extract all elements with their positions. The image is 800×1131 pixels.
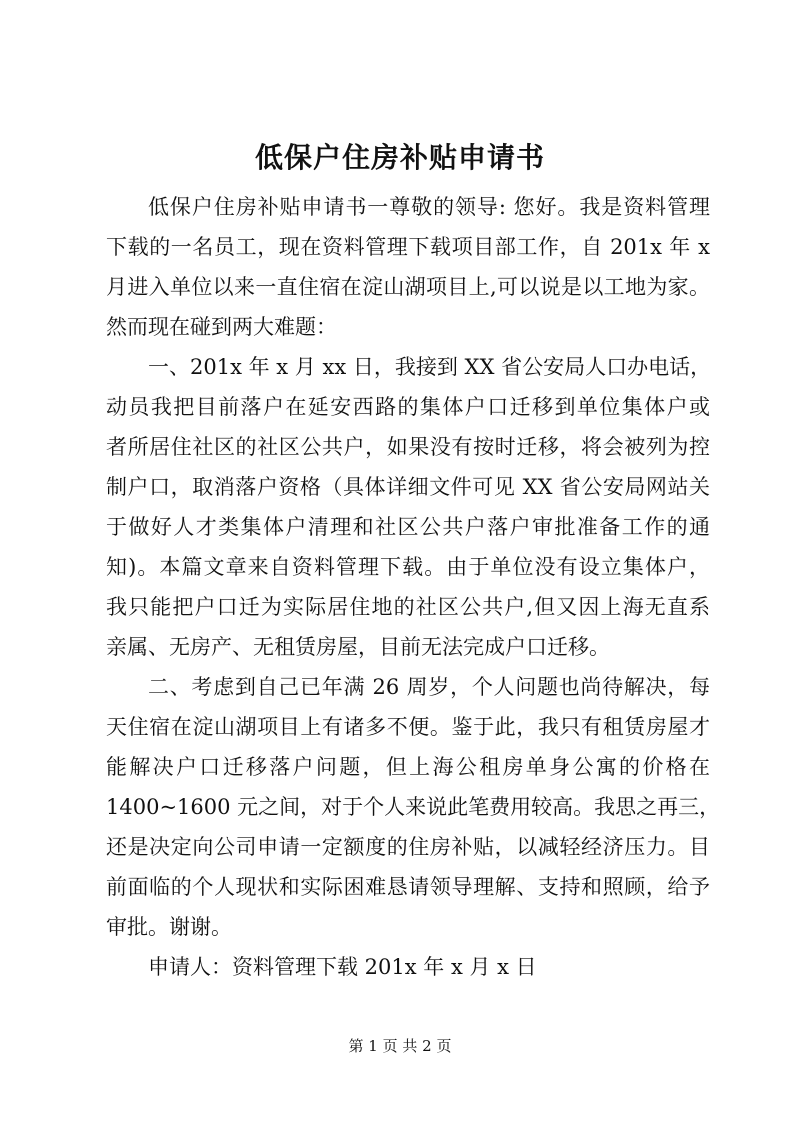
- paragraph-line: 月进入单位以来一直住宿在淀山湖项目上,可以说是以工地为家。: [106, 275, 710, 299]
- paragraph-line: 亲属、无房产、无租赁房屋，目前无法完成户口迁移。: [106, 635, 610, 659]
- paragraph-line: 一、201x 年 x 月 xx 日，我接到 XX 省公安局人口办电话，: [148, 355, 712, 379]
- signature-line: 申请人：资料管理下载 201x 年 x 月 x 日: [148, 955, 537, 979]
- paragraph-line: 审批。谢谢。: [106, 915, 232, 939]
- paragraph-line: 能解决户口迁移落户问题，但上海公租房单身公寓的价格在: [106, 755, 710, 779]
- paragraph-line: 二、考虑到自己已年满 26 周岁，个人问题也尚待解决，每: [148, 675, 710, 699]
- paragraph-line: 然而现在碰到两大难题：: [106, 315, 337, 339]
- paragraph-line: 还是决定向公司申请一定额度的住房补贴，以减轻经济压力。目: [106, 835, 710, 859]
- paragraph-line: 前面临的个人现状和实际困难恳请领导理解、支持和照顾，给予: [106, 875, 710, 899]
- paragraph-line: 者所居住社区的社区公共户，如果没有按时迁移，将会被列为控: [106, 435, 710, 459]
- paragraph-line: 制户口，取消落户资格（具体详细文件可见 XX 省公安局网站关: [106, 475, 710, 499]
- paragraph-line: 知)。本篇文章来自资料管理下载。由于单位没有设立集体户，: [106, 555, 710, 579]
- paragraph-line: 1400~1600 元之间，对于个人来说此笔费用较高。我思之再三，: [106, 795, 721, 819]
- document-title: 低保户住房补贴申请书: [254, 141, 545, 174]
- page-footer: 第 1 页 共 2 页: [348, 1037, 452, 1055]
- paragraph-line: 于做好人才类集体户清理和社区公共户落户审批准备工作的通: [106, 515, 710, 539]
- paragraph-line: 天住宿在淀山湖项目上有诸多不便。鉴于此，我只有租赁房屋才: [106, 715, 710, 739]
- document-body: [106, 187, 721, 987]
- paragraph-line: 下载的一名员工，现在资料管理下载项目部工作，自 201x 年 x: [106, 235, 710, 259]
- paragraph-line: 我只能把户口迁为实际居住地的社区公共户,但又因上海无直系: [106, 595, 710, 619]
- paragraph-line: 动员我把目前落户在延安西路的集体户口迁移到单位集体户或: [106, 395, 710, 419]
- paragraph-line: 低保户住房补贴申请书一尊敬的领导: 您好。我是资料管理: [148, 195, 710, 219]
